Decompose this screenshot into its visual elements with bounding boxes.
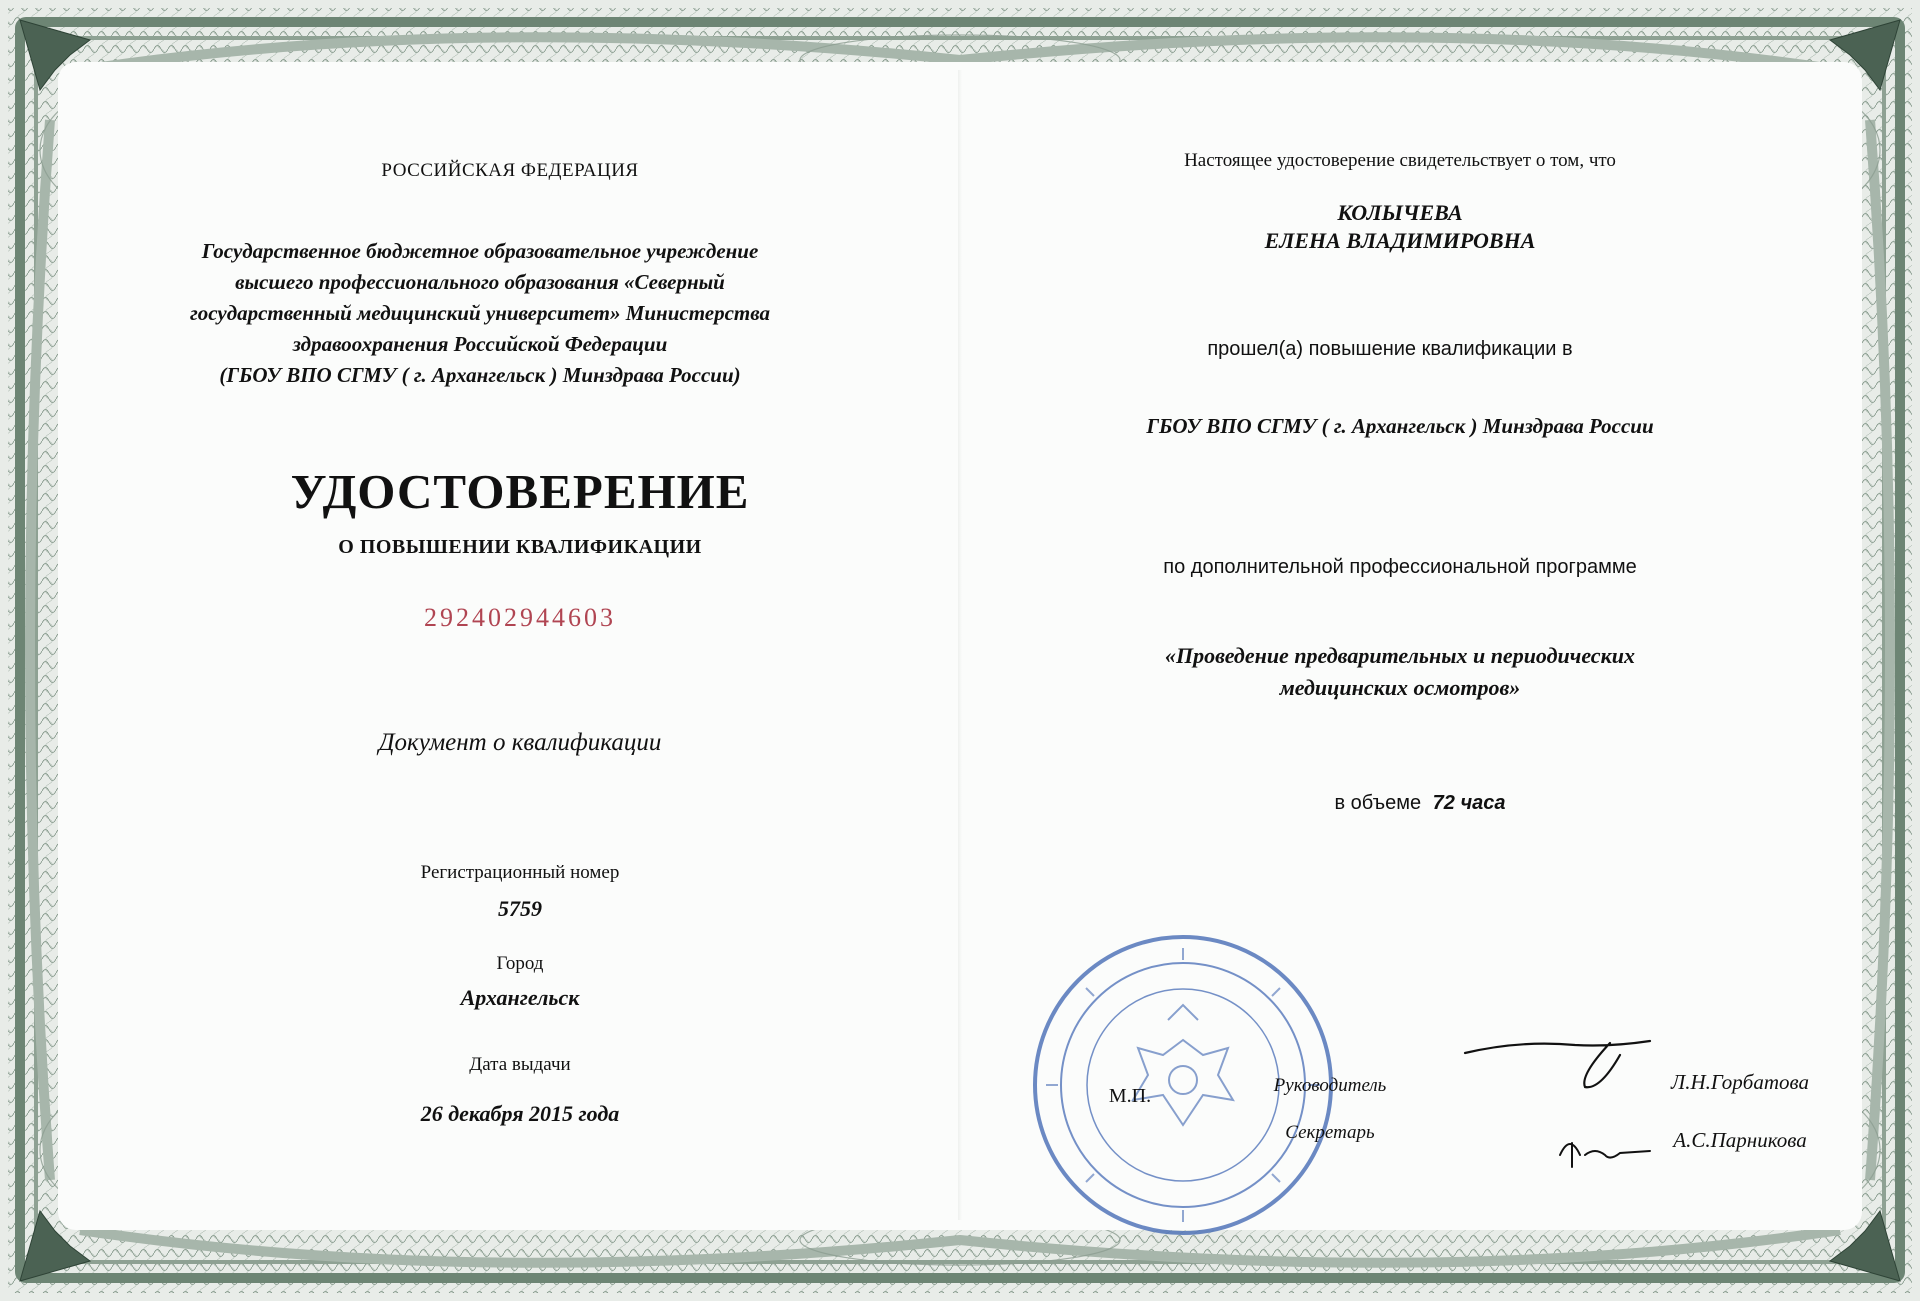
head-name: Л.Н.Горбатова	[1671, 1070, 1809, 1094]
institution-line: высшего профессионального образования «Северный	[235, 270, 725, 294]
passed-text: прошел(а) повышение квалификации в	[1207, 338, 1573, 360]
reg-number: 5759	[498, 896, 542, 921]
institution-line: здравоохранения Российской Федерации	[292, 332, 668, 356]
institution-line: государственный медицинский университет» Министерства	[190, 301, 770, 325]
doc-subtitle: О ПОВЫШЕНИИ КВАЛИФИКАЦИИ	[338, 536, 702, 558]
country-heading: РОССИЙСКАЯ ФЕДЕРАЦИЯ	[381, 160, 639, 181]
doc-type: Документ о квалификации	[378, 729, 662, 756]
issue-date: 26 декабря 2015 года	[420, 1101, 620, 1126]
city: Архангельск	[460, 985, 580, 1010]
secretary-label: Секретарь	[1285, 1122, 1375, 1143]
issue-date-label: Дата выдачи	[469, 1054, 571, 1075]
intro-text: Настоящее удостоверение свидетельствует о том, что	[1184, 150, 1616, 171]
institution-full	[110, 236, 850, 391]
stamp-place-label: М.П.	[1108, 1085, 1152, 1107]
serial-number: 292402944603	[424, 603, 616, 632]
institution-line: (ГБОУ ВПО СГМУ ( г. Архангельск ) Минздрава России)	[219, 363, 741, 387]
head-signature	[1460, 1035, 1660, 1095]
city-label: Город	[496, 953, 544, 974]
institution-line: Государственное бюджетное образовательное учреждение	[201, 239, 759, 263]
program-name	[1060, 640, 1740, 704]
reg-number-label: Регистрационный номер	[420, 862, 620, 883]
volume-label: в объеме	[1334, 792, 1422, 814]
doc-title: УДОСТОВЕРЕНИЕ	[290, 464, 750, 519]
secretary-name: А.С.Парникова	[1673, 1128, 1807, 1152]
program-line: медицинских осмотров»	[1279, 675, 1521, 700]
center-fold	[958, 70, 962, 1220]
holder-surname: КОЛЫЧЕВА	[1337, 200, 1463, 225]
volume-value: 72 часа	[1432, 792, 1506, 814]
secretary-signature	[1550, 1125, 1660, 1175]
institution-short: ГБОУ ВПО СГМУ ( г. Архангельск ) Минздрава России	[1146, 414, 1654, 438]
program-line: «Проведение предварительных и периодических	[1165, 643, 1635, 668]
program-intro: по дополнительной профессиональной программе	[1163, 556, 1637, 578]
holder-name: ЕЛЕНА ВЛАДИМИРОВНА	[1264, 228, 1536, 253]
head-label: Руководитель	[1273, 1075, 1387, 1096]
volume-line	[1290, 792, 1550, 815]
